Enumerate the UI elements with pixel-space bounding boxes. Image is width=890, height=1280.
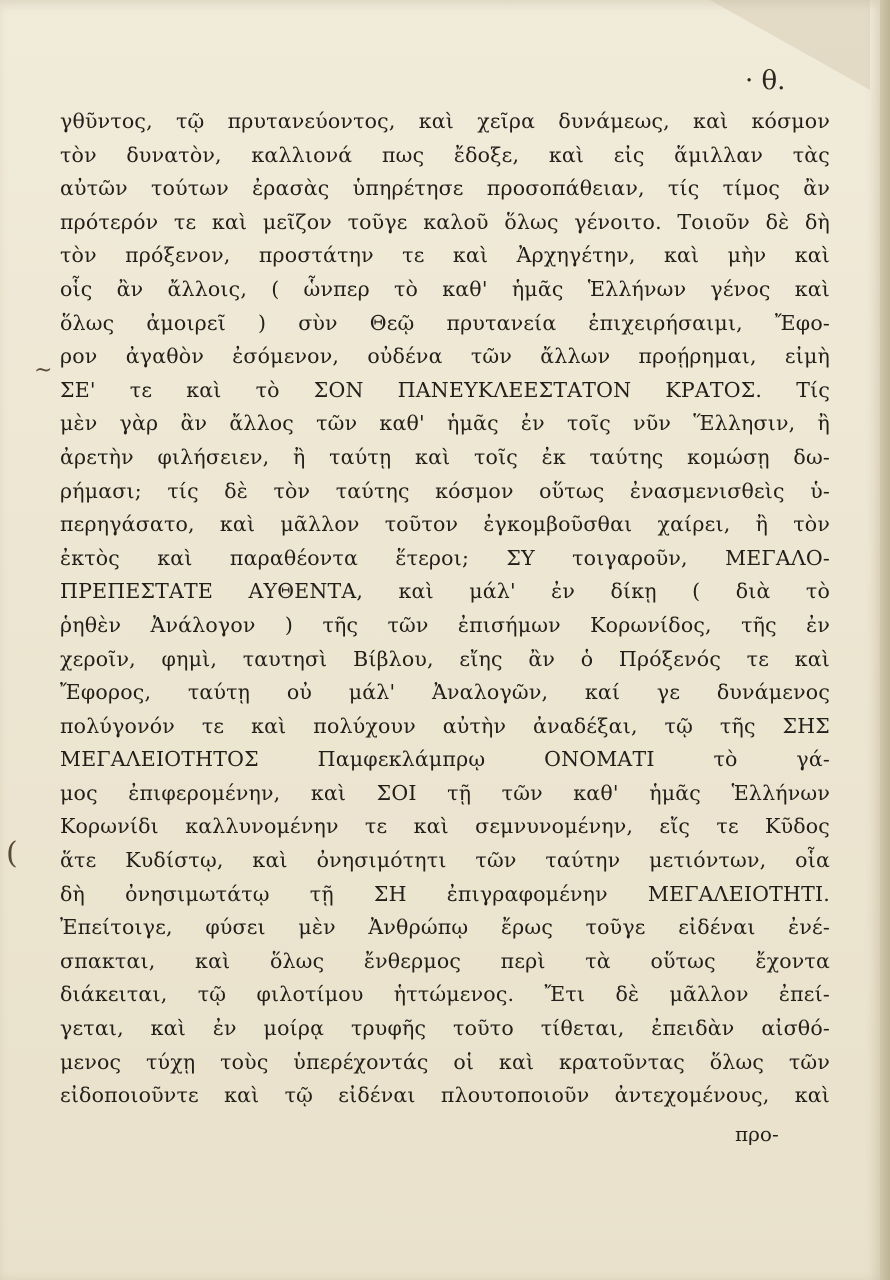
text-line: αὐτῶν τούτων ἐρασὰς ὑπηρέτησε προσοπάθειαν, τίς τίμος ἂν: [60, 176, 830, 201]
text-line: περηγάσατο, καὶ μᾶλλον τοῦτον ἐγκομβοῦσθαι χαίρει, ἢ τὸν: [60, 512, 830, 537]
page-edge: [880, 0, 890, 1280]
text-line: γεται, καὶ ἐν μοίρᾳ τρυφῆς τοῦτο τίθεται, ἐπειδὰν αἰσθό-: [60, 1016, 830, 1041]
text-line: μὲν γὰρ ἂν ἄλλος τῶν καθ' ἡμᾶς ἐν τοῖς νῦν Ἕλλησιν, ἢ: [60, 411, 830, 436]
text-line: εἰδοποιοῦντε καὶ τῷ εἰδέναι πλουτοποιοῦν ἀντεχομένους, καὶ: [60, 1083, 830, 1108]
text-line: τὸν δυνατὸν, καλλιονά πως ἔδοξε, καὶ εἰς ἅμιλλαν τὰς: [60, 142, 830, 167]
text-line: πολύγονόν τε καὶ πολύχουν αὐτὴν ἀναδέξαι, τῷ τῆς ΣΗΣ: [60, 713, 830, 738]
text-line: ἀρετὴν φιλήσειεν, ἢ ταύτῃ καὶ τοῖς ἐκ ταύτης κομώσῃ δω-: [60, 444, 830, 469]
text-line: γθῦντος, τῷ πρυτανεύοντος, καὶ χεῖρα δυνάμεως, καὶ κόσμον: [60, 109, 830, 133]
text-line: ΣΕ' τε καὶ τὸ ΣΟΝ ΠΑΝΕΥΚΛΕΕΣΤΑΤΟΝ ΚΡΑΤΟΣ. Τίς: [60, 377, 830, 402]
text-line: Ἔφορος, ταύτῃ οὐ μάλ' Ἀναλογῶν, καί γε δυνάμενος: [60, 680, 830, 705]
text-line: Ἐπείτοιγε, φύσει μὲν Ἀνθρώπῳ ἔρως τοῦγε εἰδέναι ἐνέ-: [60, 915, 830, 940]
text-line: οἷς ἂν ἄλλοις, ( ὧνπερ τὸ καθ' ἡμᾶς Ἑλλήνων γένος καὶ: [60, 276, 830, 301]
margin-mark: ~: [34, 358, 53, 383]
page-corner-fold: [710, 0, 870, 90]
text-line: δὴ ὀνησιμωτάτῳ τῇ ΣΗ ἐπιγραφομένην ΜΕΓΑΛΕΙΟΤΗΤΙ.: [60, 881, 830, 906]
text-line: ὅλως ἀμοιρεῖ ) σὺν Θεῷ πρυτανεία ἐπιχειρήσαιμι, Ἔφο-: [60, 310, 830, 335]
text-line: ρήμασι; τίς δὲ τὸν ταύτης κόσμον οὕτως ἐνασμενισθεὶς ὑ-: [60, 478, 830, 503]
body-text: [60, 105, 830, 1113]
text-line: μος ἐπιφερομένην, καὶ ΣΟΙ τῇ τῶν καθ' ἡμᾶς Ἑλλήνων: [60, 780, 830, 805]
text-line: ΜΕΓΑΛΕΙΟΤΗΤΟΣ Παμφεκλάμπρῳ ΟΝΟΜΑΤΙ τὸ γά-: [60, 747, 830, 772]
catchword: προ-: [735, 1122, 779, 1146]
text-line: ΠΡΕΠΕΣΤΑΤΕ ΑΥΘΕΝΤΑ, καὶ μάλ' ἐν δίκῃ ( διὰ τὸ: [60, 579, 830, 604]
text-line: τὸν πρόξενον, προστάτην τε καὶ Ἀρχηγέτην, καὶ μὴν καὶ: [60, 243, 830, 268]
text-line: ἐκτὸς καὶ παραθέοντα ἕτεροι; ΣΥ τοιγαροῦν, ΜΕΓΑΛΟ-: [60, 545, 830, 570]
text-line: σπακται, καὶ ὅλως ἔνθερμος περὶ τὰ οὕτως ἔχοντα: [60, 948, 830, 973]
text-line: μενος τύχῃ τοὺς ὑπερέχοντάς οἱ καὶ κρατοῦντας ὅλως τῶν: [60, 1049, 830, 1074]
text-line: ρον ἀγαθὸν ἐσόμενον, οὐδένα τῶν ἄλλων προῄρημαι, εἰμὴ: [60, 344, 830, 369]
text-line: ἅτε Κυδίστῳ, καὶ ὀνησιμότητι τῶν ταύτην μετιόντων, οἷα: [60, 848, 830, 873]
text-line: ῥηθὲν Ἀνάλογον ) τῆς τῶν ἐπισήμων Κορωνίδος, τῆς ἐν: [60, 612, 830, 637]
text-line: χεροῖν, φημὶ, ταυτησὶ Βίβλου, εἴης ἂν ὁ Πρόξενός τε καὶ: [60, 646, 830, 671]
page-number: · θ.: [745, 66, 786, 96]
text-line: Κορωνίδι καλλυνομένην τε καὶ σεμνυνομένην, εἴς τε Κῦδος: [60, 814, 830, 839]
text-line: διάκειται, τῷ φιλοτίμου ἡττώμενος. Ἔτι δὲ μᾶλλον ἐπεί-: [60, 982, 830, 1007]
text-line: πρότερόν τε καὶ μεῖζον τοῦγε καλοῦ ὅλως γένοιτο. Τοιοῦν δὲ δὴ: [60, 209, 830, 234]
margin-mark: (: [6, 836, 18, 871]
